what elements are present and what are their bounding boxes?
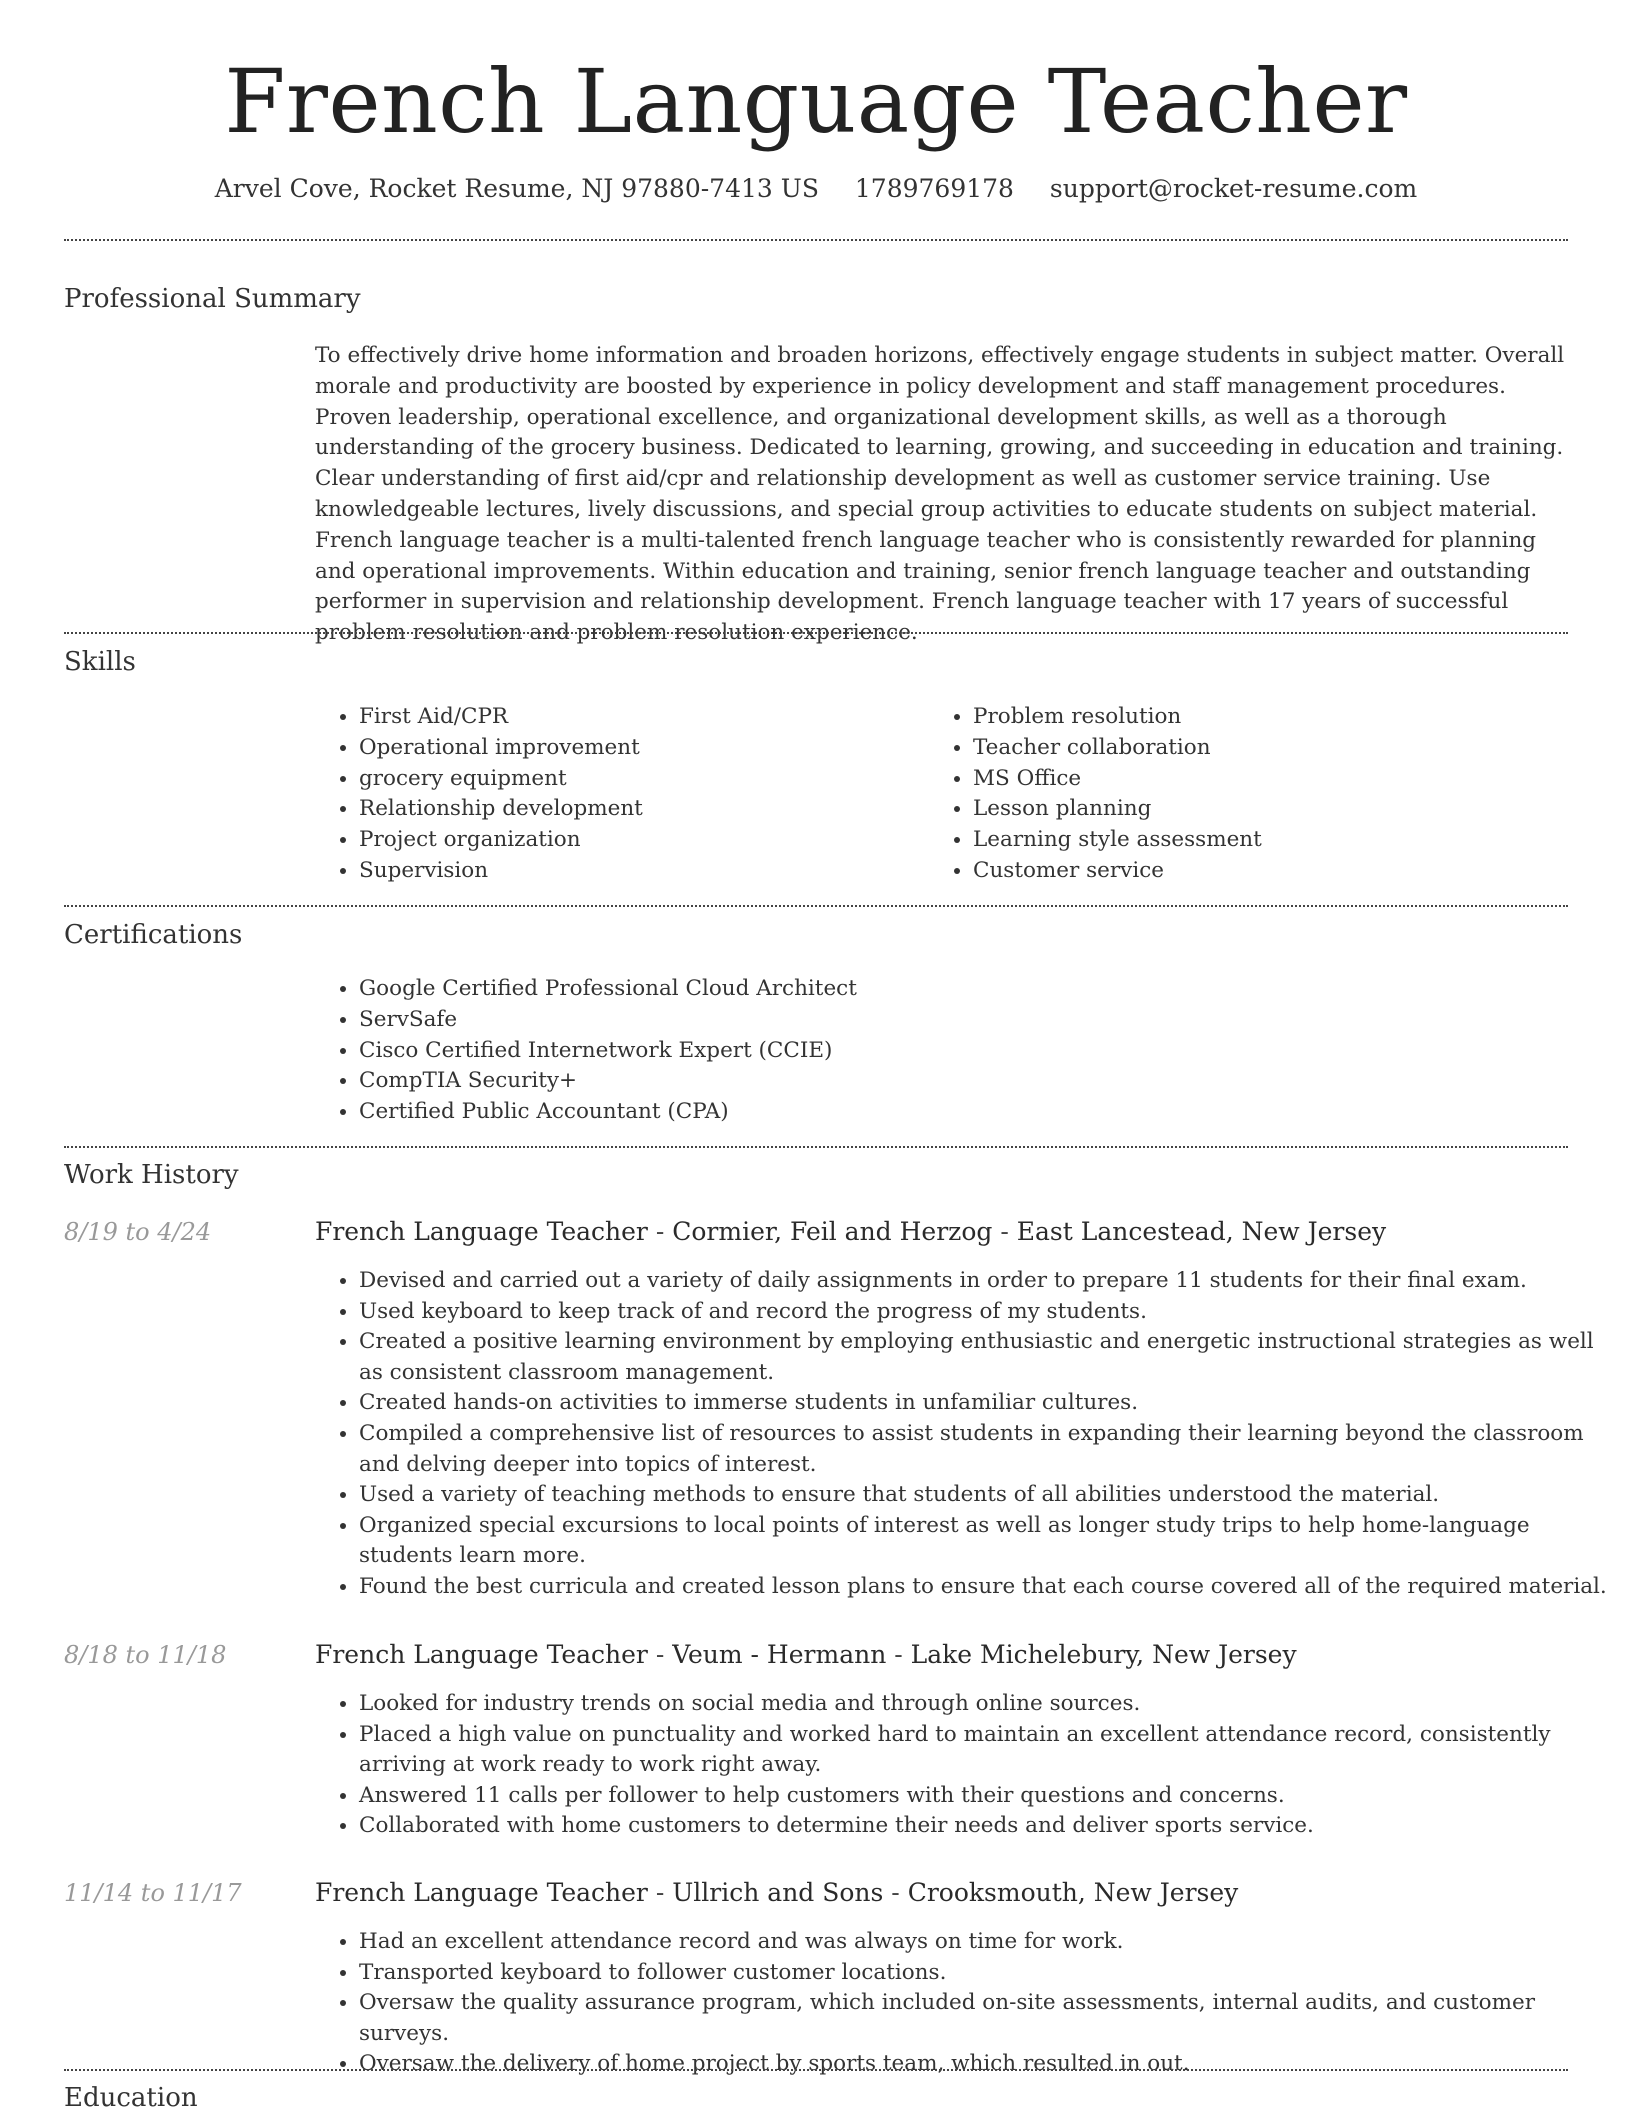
job-role: French Language Teacher — [315, 1640, 648, 1669]
divider — [64, 632, 1568, 634]
divider — [64, 2069, 1568, 2071]
section-title-certifications: Certifications — [64, 920, 243, 950]
job-dates: 8/18 to 11/18 — [64, 1641, 227, 1669]
job-bullet: • Found the best curricula and created lesson plans to ensure that each course covered all of the required material. — [359, 1572, 1612, 1603]
job-separator: - — [647, 1217, 673, 1246]
job-bullet: • Placed a high value on punctuality and worked hard to maintain an excellent attendance record, consistently arriving at work ready to work right away. — [359, 1720, 1612, 1781]
certification-item: • ServSafe — [359, 1005, 857, 1036]
section-title-work-history: Work History — [64, 1160, 239, 1190]
job-company: Cormier, Feil and Herzog — [672, 1217, 993, 1246]
job-location: Lake Michelebury, New Jersey — [910, 1640, 1297, 1669]
job-bullet: • Had an excellent attendance record and was always on time for work. — [359, 1927, 1612, 1958]
skill-item: • Teacher collaboration — [973, 733, 1262, 764]
job-company: Veum - Hermann — [672, 1640, 887, 1669]
contact-address: Arvel Cove, Rocket Resume, NJ 97880-7413 US — [214, 174, 819, 203]
certification-item: • Certified Public Accountant (CPA) — [359, 1097, 857, 1128]
skill-item: • Problem resolution — [973, 702, 1262, 733]
skills-list-left — [315, 702, 643, 887]
job-bullet: • Devised and carried out a variety of daily assignments in order to prepare 11 students for their final exam. — [359, 1266, 1612, 1297]
section-title-skills: Skills — [64, 647, 136, 677]
skill-item: • Project organization — [359, 825, 643, 856]
job-bullet: • Compiled a comprehensive list of resources to assist students in expanding their learning beyond the classroom and delving deeper into topics of interest. — [359, 1419, 1612, 1480]
contact-email: support@rocket-resume.com — [1049, 174, 1418, 203]
certification-item: • Cisco Certified Internetwork Expert (CCIE) — [359, 1036, 857, 1067]
job-bullet: • Used keyboard to keep track of and record the progress of my students. — [359, 1297, 1612, 1328]
job-bullet: • Transported keyboard to follower customer locations. — [359, 1958, 1612, 1989]
job-dates: 8/19 to 4/24 — [64, 1218, 212, 1246]
job-separator: - — [647, 1878, 673, 1907]
job-bullet: • Created hands-on activities to immerse students in unfamiliar cultures. — [359, 1388, 1612, 1419]
contact-phone: 1789769178 — [854, 174, 1014, 203]
job-heading — [315, 1215, 1386, 1249]
job-separator: - — [883, 1878, 908, 1907]
job-separator: - — [992, 1217, 1017, 1246]
job-company: Ullrich and Sons — [672, 1878, 884, 1907]
skill-item: • First Aid/CPR — [359, 702, 643, 733]
job-bullet: • Answered 11 calls per follower to help customers with their questions and concerns. — [359, 1781, 1612, 1812]
skill-item: • Supervision — [359, 856, 643, 887]
job-bullet: • Oversaw the delivery of home project by sports team, which resulted in out. — [359, 2049, 1612, 2080]
certifications-list — [315, 974, 857, 1128]
job-location: East Lancestead, New Jersey — [1016, 1217, 1387, 1246]
job-separator: - — [886, 1640, 911, 1669]
job-bullet: • Used a variety of teaching methods to ensure that students of all abilities understood the material. — [359, 1480, 1612, 1511]
divider — [64, 905, 1568, 907]
skill-item: • Customer service — [973, 856, 1262, 887]
skill-item: • MS Office — [973, 764, 1262, 795]
job-bullet: • Oversaw the quality assurance program, which included on-site assessments, internal audits, and customer surveys. — [359, 1988, 1612, 2049]
certification-item: • Google Certified Professional Cloud Architect — [359, 974, 857, 1005]
job-role: French Language Teacher — [315, 1878, 648, 1907]
skills-list-right — [929, 702, 1262, 887]
skill-item: • Learning style assessment — [973, 825, 1262, 856]
candidate-name: French Language Teacher — [224, 50, 1408, 153]
contact-line — [0, 170, 1632, 208]
divider — [64, 1146, 1568, 1148]
job-heading — [315, 1876, 1238, 1910]
job-bullet: • Collaborated with home customers to determine their needs and deliver sports service. — [359, 1811, 1612, 1842]
skill-item: • Lesson planning — [973, 794, 1262, 825]
job-heading — [315, 1638, 1297, 1672]
certification-item: • CompTIA Security+ — [359, 1066, 857, 1097]
job-bullet: • Organized special excursions to local points of interest as well as longer study trips to help home-language students learn more. — [359, 1511, 1612, 1572]
job-dates: 11/14 to 11/17 — [64, 1879, 242, 1907]
skill-item: • grocery equipment — [359, 764, 643, 795]
job-role: French Language Teacher — [315, 1217, 648, 1246]
job-separator: - — [647, 1640, 673, 1669]
job-bullets — [315, 1927, 1612, 2080]
job-bullets — [315, 1266, 1612, 1603]
job-location: Crooksmouth, New Jersey — [907, 1878, 1239, 1907]
job-bullet: • Looked for industry trends on social media and through online sources. — [359, 1689, 1612, 1720]
section-title-summary: Professional Summary — [64, 284, 361, 314]
summary-text: To effectively drive home information and broaden horizons, effectively engage students in subject matter. Overall morale and productivity are boosted by experience in policy development and staff management procedures. Proven leadership, operational excellence, and organizational development skills, as well as a thorough understanding of the grocery business. Dedicated to learning, growing, and succeeding in education and training. Clear understanding of first aid/cpr and relationship development as well as customer service training. Use knowledgeable lectures, lively discussions, and special group activities to educate students on subject material. French language teacher is a multi-talented french language teacher who is consistently rewarded for planning and operational improvements. Within education and training, senior french language teacher and outstanding performer in supervision and relationship development. French language teacher with 17 years of successful problem resolution and problem resolution experience. — [315, 343, 1565, 646]
skill-item: • Relationship development — [359, 794, 643, 825]
divider — [64, 239, 1568, 241]
skill-item: • Operational improvement — [359, 733, 643, 764]
job-bullet: • Created a positive learning environment by employing enthusiastic and energetic instructional strategies as well as consistent classroom management. — [359, 1327, 1612, 1388]
job-bullets — [315, 1689, 1612, 1842]
section-title-education: Education — [64, 2083, 198, 2113]
